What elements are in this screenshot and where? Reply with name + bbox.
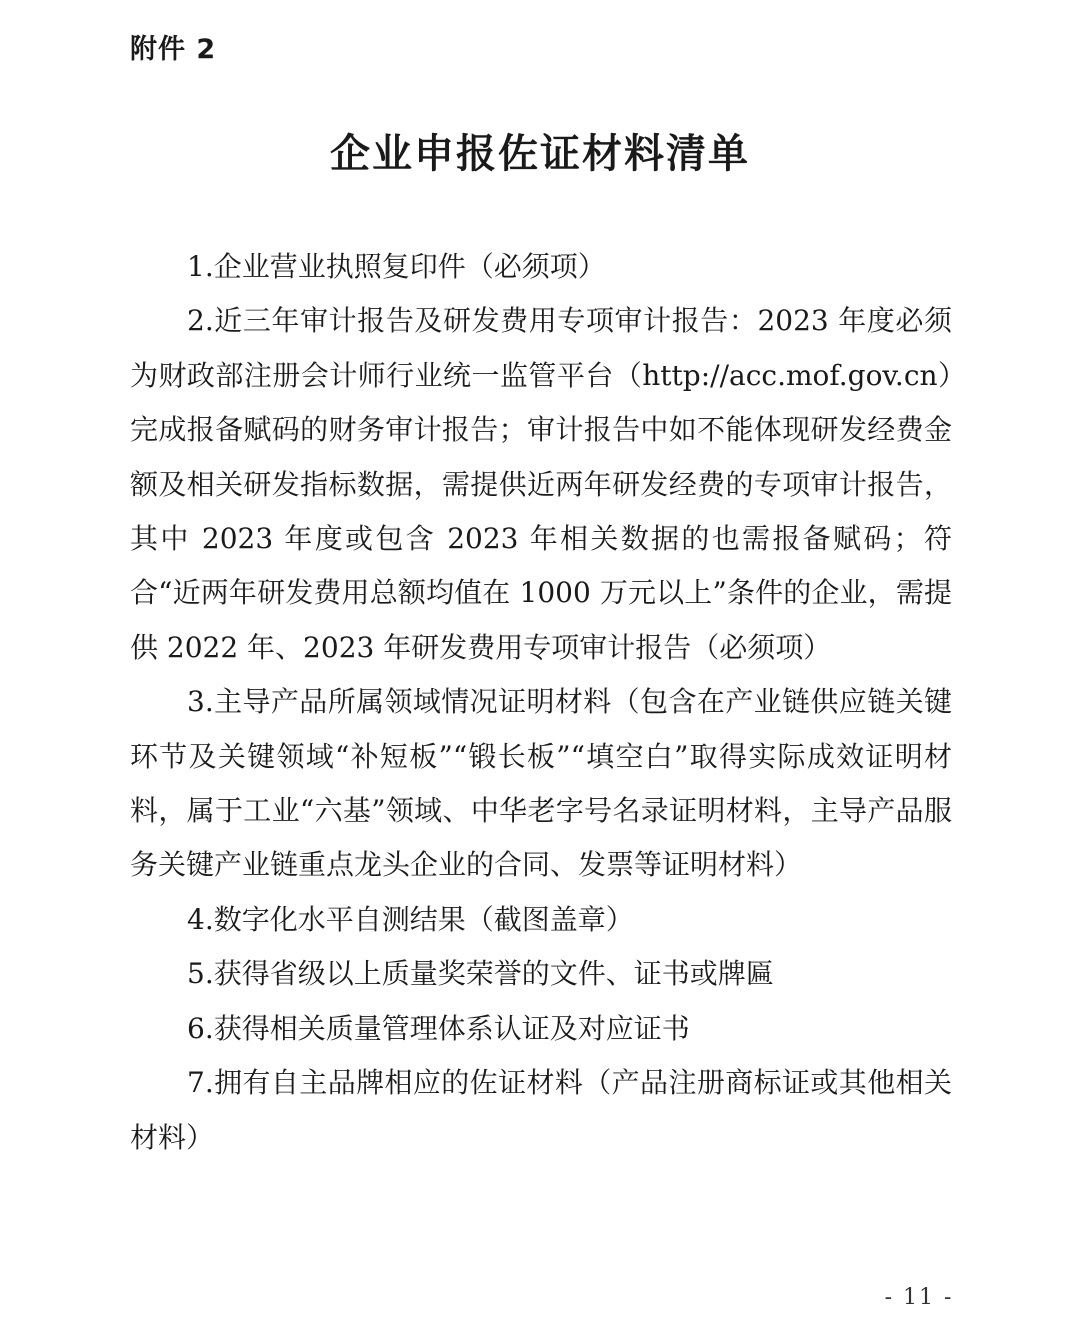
- list-item: 6.获得相关质量管理体系认证及对应证书: [187, 1011, 690, 1045]
- list-item: 7.拥有自主品牌相应的佐证材料（产品注册商标证或其他相关材料）: [130, 1066, 952, 1154]
- page-number: - 11 -: [884, 1285, 954, 1310]
- materials-list: [130, 240, 952, 1165]
- attachment-label: 附件 2: [130, 34, 217, 65]
- list-item: 3.主导产品所属领域情况证明材料（包含在产业链供应链关键环节及关键领域“补短板”“锻长板”“填空白”取得实际成效证明材料，属于工业“六基”领域、中华老字号名录证明材料，主导产品服务关键产业链重点龙头企业的合同、发票等证明材料）: [130, 685, 952, 882]
- list-item: 5.获得省级以上质量奖荣誉的文件、证书或牌匾: [187, 957, 774, 991]
- list-item: 2.近三年审计报告及研发费用专项审计报告：2023 年度必须为财政部注册会计师行业统一监管平台（http://acc.mof.gov.cn）完成报备赋码的财务审计报告；审计报告中如不能体现研发经费金额及相关研发指标数据，需提供近两年研发经费的专项审计报告，其中 2023 年度或包含 2023 年相关数据的也需报备赋码；符合“近两年研发费用总额均值在 1000 万元以上”条件的企业，需提供 2022 年、2023 年研发费用专项审计报告（必须项）: [130, 304, 952, 664]
- list-item: 4.数字化水平自测结果（截图盖章）: [187, 902, 634, 936]
- list-item: 1.企业营业执照复印件（必须项）: [187, 250, 606, 283]
- document-title: 企业申报佐证材料清单: [330, 131, 750, 177]
